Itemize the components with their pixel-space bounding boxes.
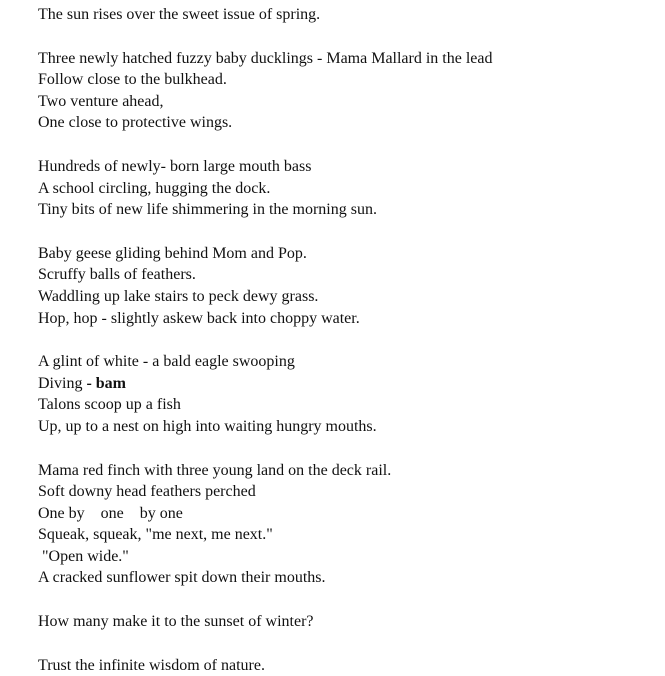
poem-line: Waddling up lake stairs to peck dewy grass. <box>38 287 319 305</box>
poem-line: Hundreds of newly- born large mouth bass <box>38 157 312 175</box>
poem-line-prefix: Diving <box>38 374 87 392</box>
poem-line: Talons scoop up a fish <box>38 396 181 414</box>
poem-line-with-bold <box>38 373 658 395</box>
stanza-gap <box>38 329 658 351</box>
poem-line: A glint of white - a bald eagle swooping <box>38 353 295 371</box>
poem-line-bold-text: - bam <box>86 374 127 392</box>
stanza-4 <box>38 243 658 329</box>
stanza-gap <box>38 438 658 460</box>
stanza-5 <box>38 351 658 437</box>
poem-line: One close to protective wings. <box>38 114 233 132</box>
poem-line: One by one by one <box>38 504 183 522</box>
poem-line: A school circling, hugging the dock. <box>38 179 271 197</box>
stanza-gap <box>38 221 658 243</box>
poem-line: How many make it to the sunset of winter? <box>38 613 314 631</box>
poem-line: Hop, hop - slightly askew back into choppy water. <box>38 309 360 327</box>
poem-line: Three newly hatched fuzzy baby ducklings - Mama Mallard in the lead <box>38 49 493 67</box>
stanza-1 <box>38 4 658 26</box>
poem-line: Up, up to a nest on high into waiting hungry mouths. <box>38 417 377 435</box>
stanza-3 <box>38 156 658 221</box>
poem-line: Squeak, squeak, "me next, me next." <box>38 526 273 544</box>
poem-line: Baby geese gliding behind Mom and Pop. <box>38 244 307 262</box>
poem-line: A cracked sunflower spit down their mouths. <box>38 569 326 587</box>
stanza-gap <box>38 633 658 655</box>
poem-line: Soft downy head feathers perched <box>38 483 256 501</box>
poem-line: Two venture ahead, <box>38 92 164 110</box>
poem-line: Follow close to the bulkhead. <box>38 71 227 89</box>
poem-line: Mama red finch with three young land on the deck rail. <box>38 461 392 479</box>
poem-line: Scruffy balls of feathers. <box>38 266 196 284</box>
stanza-gap <box>38 134 658 156</box>
stanza-8 <box>38 655 658 676</box>
stanza-gap <box>38 26 658 48</box>
poem-line: "Open wide." <box>38 547 129 565</box>
stanza-2 <box>38 48 658 134</box>
poem-line: The sun rises over the sweet issue of spring. <box>38 6 321 23</box>
stanza-gap <box>38 589 658 611</box>
stanza-7 <box>38 611 658 633</box>
stanza-6 <box>38 460 658 590</box>
poem-line: Tiny bits of new life shimmering in the morning sun. <box>38 201 377 219</box>
poem-body <box>38 4 658 676</box>
poem-line: Trust the infinite wisdom of nature. <box>38 656 265 674</box>
